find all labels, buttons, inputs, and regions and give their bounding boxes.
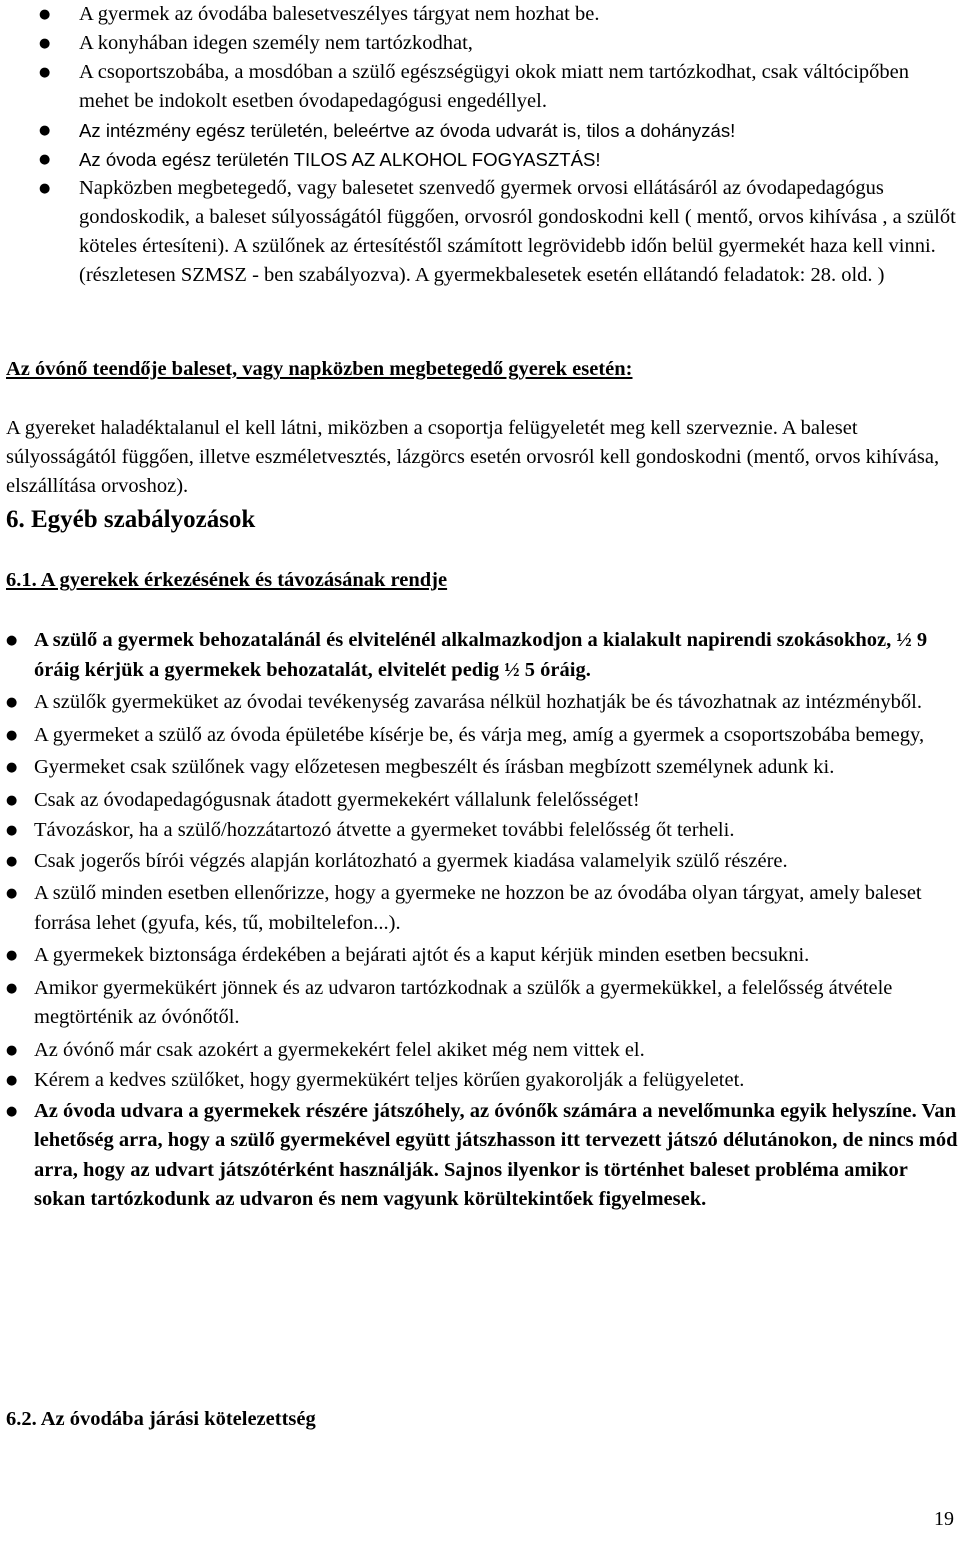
list-item: ● Amikor gyermekükért jönnek és az udvaron tartózkodnak a szülők a gyermekükkel, a felelősség átvétele megtörténik az óvónőtől.	[0, 974, 960, 1033]
bullet-icon: ●	[6, 1073, 18, 1088]
list-item: ● Az intézmény egész területén, beleértve az óvoda udvarát is, tilos a dohányzás!	[0, 116, 960, 145]
accident-paragraph: A gyereket haladéktalanul el kell látni, miközben a csoportja felügyeletét meg kell szerveznie. A baleset súlyosságától függően, illetve eszméletvesztés, lázgörcs esetén orvosról kell gondoskodni (mentő, orvos kihívása, elszállítása orvoshoz).	[6, 417, 940, 497]
bullet-icon: ●	[6, 792, 18, 808]
section-6-1-title: 6.1. A gyerekek érkezésének és távozásának rendje	[6, 569, 448, 591]
bullet-icon: ●	[6, 853, 18, 869]
list-item: ● Csak jogerős bírói végzés alapján korlátozható a gyermek kiadása valamelyik szülő részére.	[0, 847, 960, 877]
list-item: ● Napközben megbetegedő, vagy balesetet szenvedő gyermek orvosi ellátásáról az óvodapedagógus gondoskodik, a baleset súlyosságától függően, orvosról gondoskodni kell ( mentő, orvos kihívása , a szülőt köteles értesíteni). A szülőnek az értesítéstől számított legrövidebb időn belül gyermekét haza kell vinni. (részletesen SZMSZ - ben szabályozva). A gyermekbalesetek esetén ellátandó feladatok: 28. old. )	[0, 174, 960, 290]
bullet-icon: ●	[6, 948, 18, 963]
bullet-icon: ●	[6, 886, 18, 901]
list-item: ● A konyhában idegen személy nem tartózkodhat,	[0, 29, 960, 58]
list-item: ● Csak az óvodapedagógusnak átadott gyermekekért vállalunk felelősséget!	[0, 786, 960, 816]
list-item: ● A gyermek az óvodába balesetveszélyes tárgyat nem hozhat be.	[0, 0, 960, 29]
bullet-icon: ●	[6, 1042, 18, 1058]
bullet-icon: ●	[39, 36, 51, 51]
bullet-icon: ●	[39, 181, 51, 196]
list-item: ● A szülő a gyermek behozatalánál és elvitelénél alkalmazkodjon a kialakult napirendi szokásokhoz, ½ 9 óráig kérjük a gyermekek behozatalát, elvitelét pedig ½ 5 óráig.	[0, 626, 960, 685]
bullet-icon: ●	[39, 152, 51, 167]
bullet-icon: ●	[6, 1103, 18, 1119]
rules-list	[0, 0, 960, 290]
list-item: ● Gyermeket csak szülőnek vagy előzetesen megbeszélt és írásban megbízott személynek adunk ki.	[0, 753, 960, 783]
list-item: ● Az óvoda egész területén TILOS AZ ALKOHOL FOGYASZTÁS!	[0, 145, 960, 174]
list-item: ● Az óvónő már csak azokért a gyermekekért felel akiket még nem vittek el.	[0, 1036, 960, 1066]
bullet-icon: ●	[6, 695, 18, 710]
bullet-icon: ●	[6, 760, 18, 775]
section-6-2-title: 6.2. Az óvodába járási kötelezettség	[6, 1408, 316, 1430]
list-item: ● A gyermekek biztonsága érdekében a bejárati ajtót és a kaput kérjük minden esetben becsukni.	[0, 941, 960, 971]
list-item: ● Az óvoda udvara a gyermekek részére játszóhely, az óvónők számára a nevelőmunka egyik helyszíne. Van lehetőség arra, hogy a szülő gyermekével együtt játszhasson itt tervezett játszó délutánokon, de nincs mód arra, hogy az udvart játszótérként használják. Sajnos ilyenkor is történhet baleset probléma amikor sokan tartózkodunk az udvaron és nem vagyunk körültekintőek figyelmesek.	[0, 1097, 960, 1215]
list-item: ● A csoportszobába, a mosdóban a szülő egészségügyi okok miatt nem tartózkodhat, csak váltócipőben mehet be indokolt esetben óvodapedagógusi engedéllyel.	[0, 58, 960, 116]
page-number: 19	[934, 1508, 954, 1530]
bullet-icon: ●	[39, 65, 51, 80]
bullet-icon: ●	[6, 823, 18, 838]
list-item: ● Távozáskor, ha a szülő/hozzátartozó átvette a gyermeket további felelősség őt terheli.	[0, 816, 960, 846]
accident-heading: Az óvónő teendője baleset, vagy napközben megbetegedő gyerek esetén:	[6, 358, 633, 380]
bullet-icon: ●	[6, 980, 18, 996]
bullet-icon: ●	[39, 7, 51, 22]
bullet-icon: ●	[6, 727, 18, 743]
list-item: ● A szülők gyermeküket az óvodai tevékenység zavarása nélkül hozhatják be és távozhatnak az intézményből.	[0, 688, 960, 718]
list-item: ● A gyermeket a szülő az óvoda épületébe kísérje be, és várja meg, amíg a gyermek a csoportszobába bemegy,	[0, 721, 960, 751]
arrival-list	[0, 626, 960, 1216]
section-6-title: 6. Egyéb szabályozások	[6, 506, 256, 533]
list-item: ● Kérem a kedves szülőket, hogy gyermekükért teljes körűen gyakorolják a felügyeletet.	[0, 1066, 960, 1096]
bullet-icon: ●	[39, 123, 51, 138]
bullet-icon: ●	[6, 633, 18, 648]
list-item: ● A szülő minden esetben ellenőrizze, hogy a gyermeke ne hozzon be az óvodába olyan tárgyat, amely baleset forrása lehet (gyufa, kés, tű, mobiltelefon...).	[0, 879, 960, 938]
